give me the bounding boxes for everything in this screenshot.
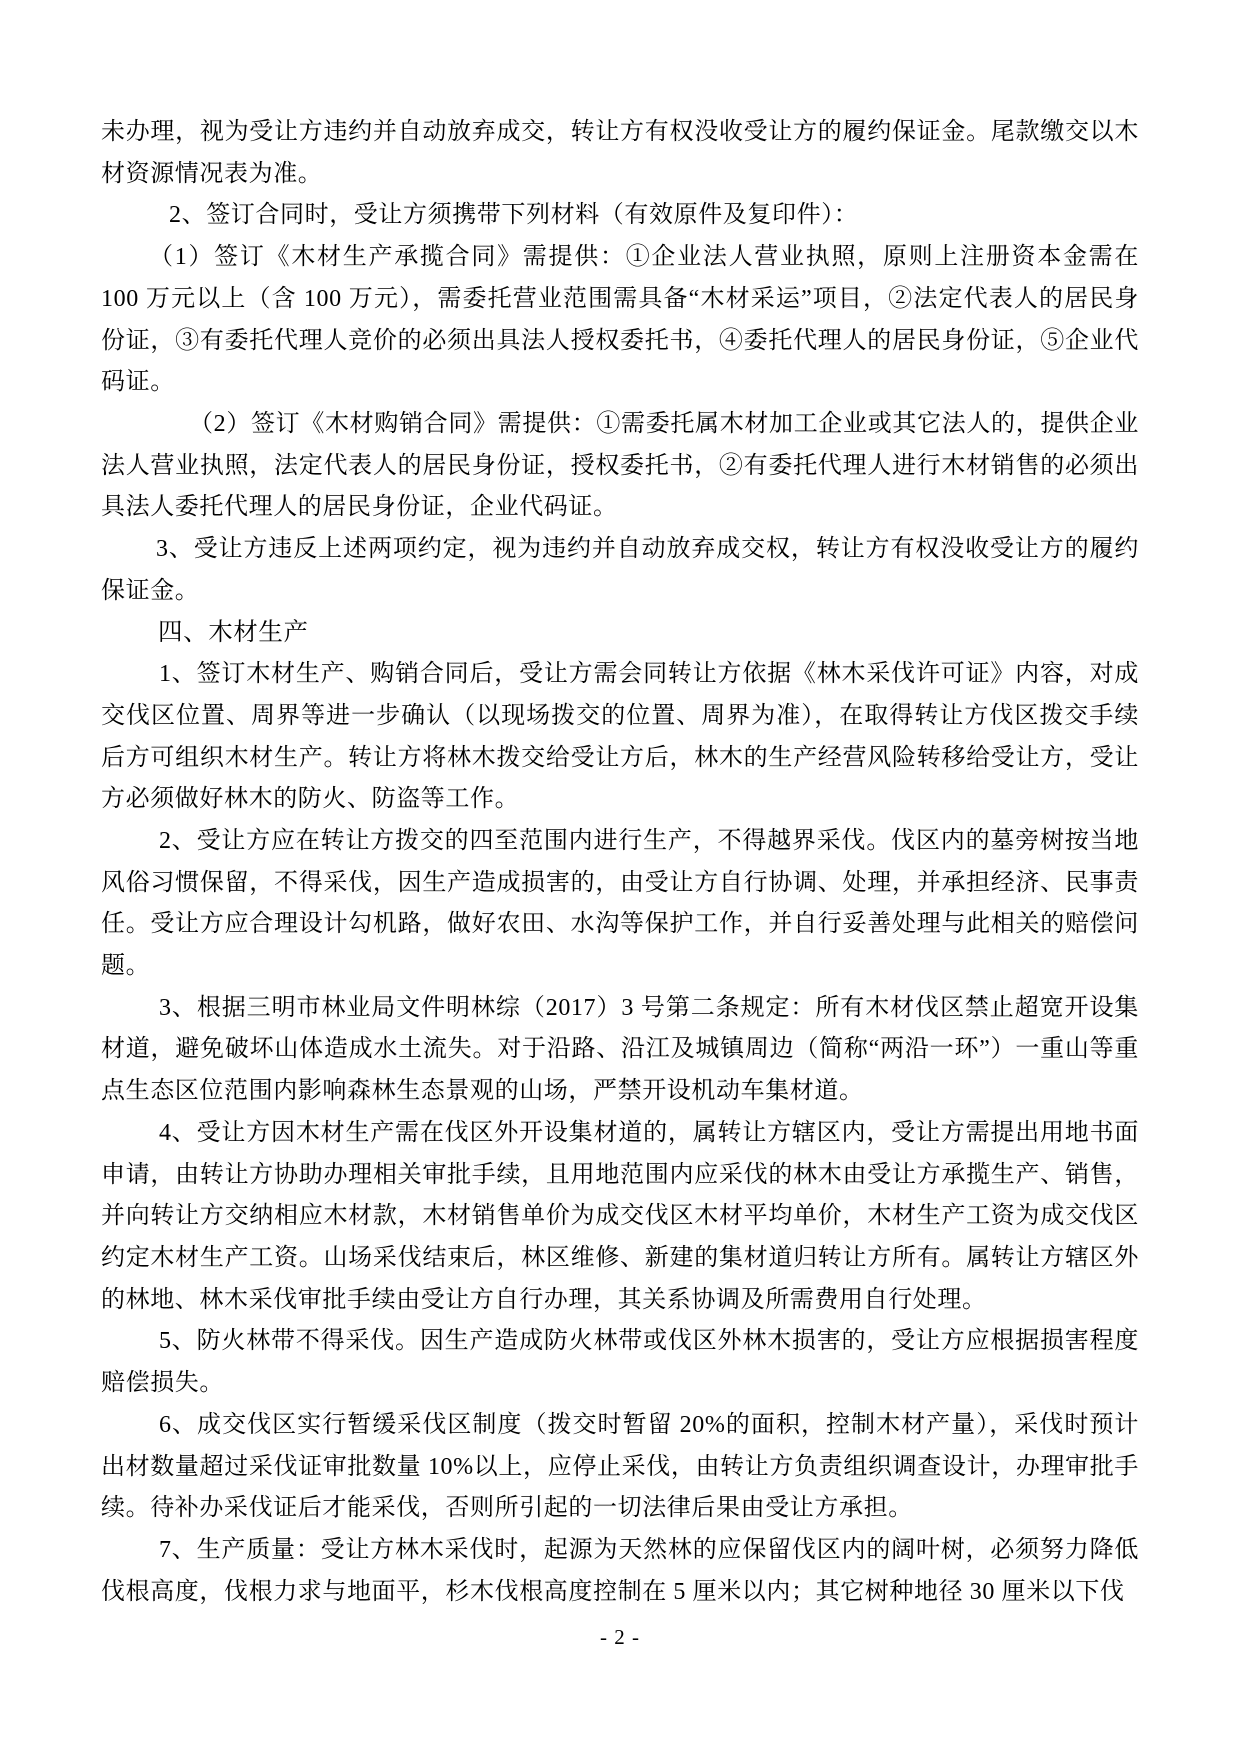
paragraph-subitem-2-purchase-contract: （2）签订《木材购销合同》需提供：①需委托属木材加工企业或其它法人的，提供企业法人营业执照，法定代表人的居民身份证，授权委托书，②有委托代理人进行木材销售的必须出具法人委托代理人的居民身份证，企业代码证。 xyxy=(101,410,1139,521)
section-heading-timber-production: 四、木材生产 xyxy=(158,619,309,647)
paragraph-item-3-breach: 3、受让方违反上述两项约定，视为违约并自动放弃成交权，转让方有权没收受让方的履约保证金。 xyxy=(101,536,1139,604)
page-footer xyxy=(0,1622,1240,1652)
paragraph-sec4-item-2: 2、受让方应在转让方拨交的四至范围内进行生产，不得越界采伐。伐区内的墓旁树按当地风俗习惯保留，不得采伐，因生产造成损害的，由受让方自行协调、处理，并承担经济、民事责任。受让方应合理设计勾机路，做好农田、水沟等保护工作，并自行妥善处理与此相关的赔偿问题。 xyxy=(101,827,1139,980)
paragraph-sec4-item-6: 6、成交伐区实行暂缓采伐区制度（拨交时暂留 20%的面积，控制木材产量），采伐时预计出材数量超过采伐证审批数量 10%以上，应停止采伐，由转让方负责组织调查设计，办理审批手续。待补办采伐证后才能采伐，否则所引起的一切法律后果由受让方承担。 xyxy=(101,1411,1139,1522)
paragraph-subitem-1-production-contract: （1）签订《木材生产承揽合同》需提供：①企业法人营业执照，原则上注册资本金需在 100 万元以上（含 100 万元），需委托营业范围需具备“木材采运”项目，②法定代表人的居民身份证，③有委托代理人竞价的必须出具法人授权委托书，④委托代理人的居民身份证，⑤企业代码证。 xyxy=(101,244,1139,396)
paragraph-continuation: 未办理，视为受让方违约并自动放弃成交，转让方有权没收受让方的履约保证金。尾款缴交以木材资源情况表为准。 xyxy=(101,119,1139,187)
document-body xyxy=(101,112,1139,1613)
paragraph-item-2-sign-contract: 2、签订合同时，受让方须携带下列材料（有效原件及复印件）： xyxy=(169,202,859,229)
paragraph-sec4-item-1: 1、签订木材生产、购销合同后，受让方需会同转让方依据《林木采伐许可证》内容，对成交伐区位置、周界等进一步确认（以现场拨交的位置、周界为准），在取得转让方伐区拨交手续后方可组织木材生产。转让方将林木拨交给受让方后，林木的生产经营风险转移给受让方，受让方必须做好林木的防火、防盗等工作。 xyxy=(101,661,1139,813)
paragraph-sec4-item-4: 4、受让方因木材生产需在伐区外开设集材道的，属转让方辖区内，受让方需提出用地书面申请，由转让方协助办理相关审批手续，且用地范围内应采伐的林木由受让方承揽生产、销售，并向转让方交纳相应木材款，木材销售单价为成交伐区木材平均单价，木材生产工资为成交伐区约定木材生产工资。山场采伐结束后，林区维修、新建的集材道归转让方所有。属转让方辖区外的林地、林木采伐审批手续由受让方自行办理，其关系协调及所需费用自行处理。 xyxy=(101,1119,1139,1313)
page-number: - 2 - xyxy=(600,1625,640,1649)
paragraph-sec4-item-3: 3、根据三明市林业局文件明林综（2017）3 号第二条规定：所有木材伐区禁止超宽开设集材道，避免破坏山体造成水土流失。对于沿路、沿江及城镇周边（简称“两沿一环”）一重山等重点生态区位范围内影响森林生态景观的山场，严禁开设机动车集材道。 xyxy=(101,994,1139,1105)
paragraph-sec4-item-5: 5、防火林带不得采伐。因生产造成防火林带或伐区外林木损害的，受让方应根据损害程度赔偿损失。 xyxy=(101,1328,1139,1397)
paragraph-sec4-item-7: 7、生产质量：受让方林木采伐时，起源为天然林的应保留伐区内的阔叶树，必须努力降低伐根高度，伐根力求与地面平，杉木伐根高度控制在 5 厘米以内；其它树种地径 30 厘米以下伐 xyxy=(101,1536,1139,1605)
